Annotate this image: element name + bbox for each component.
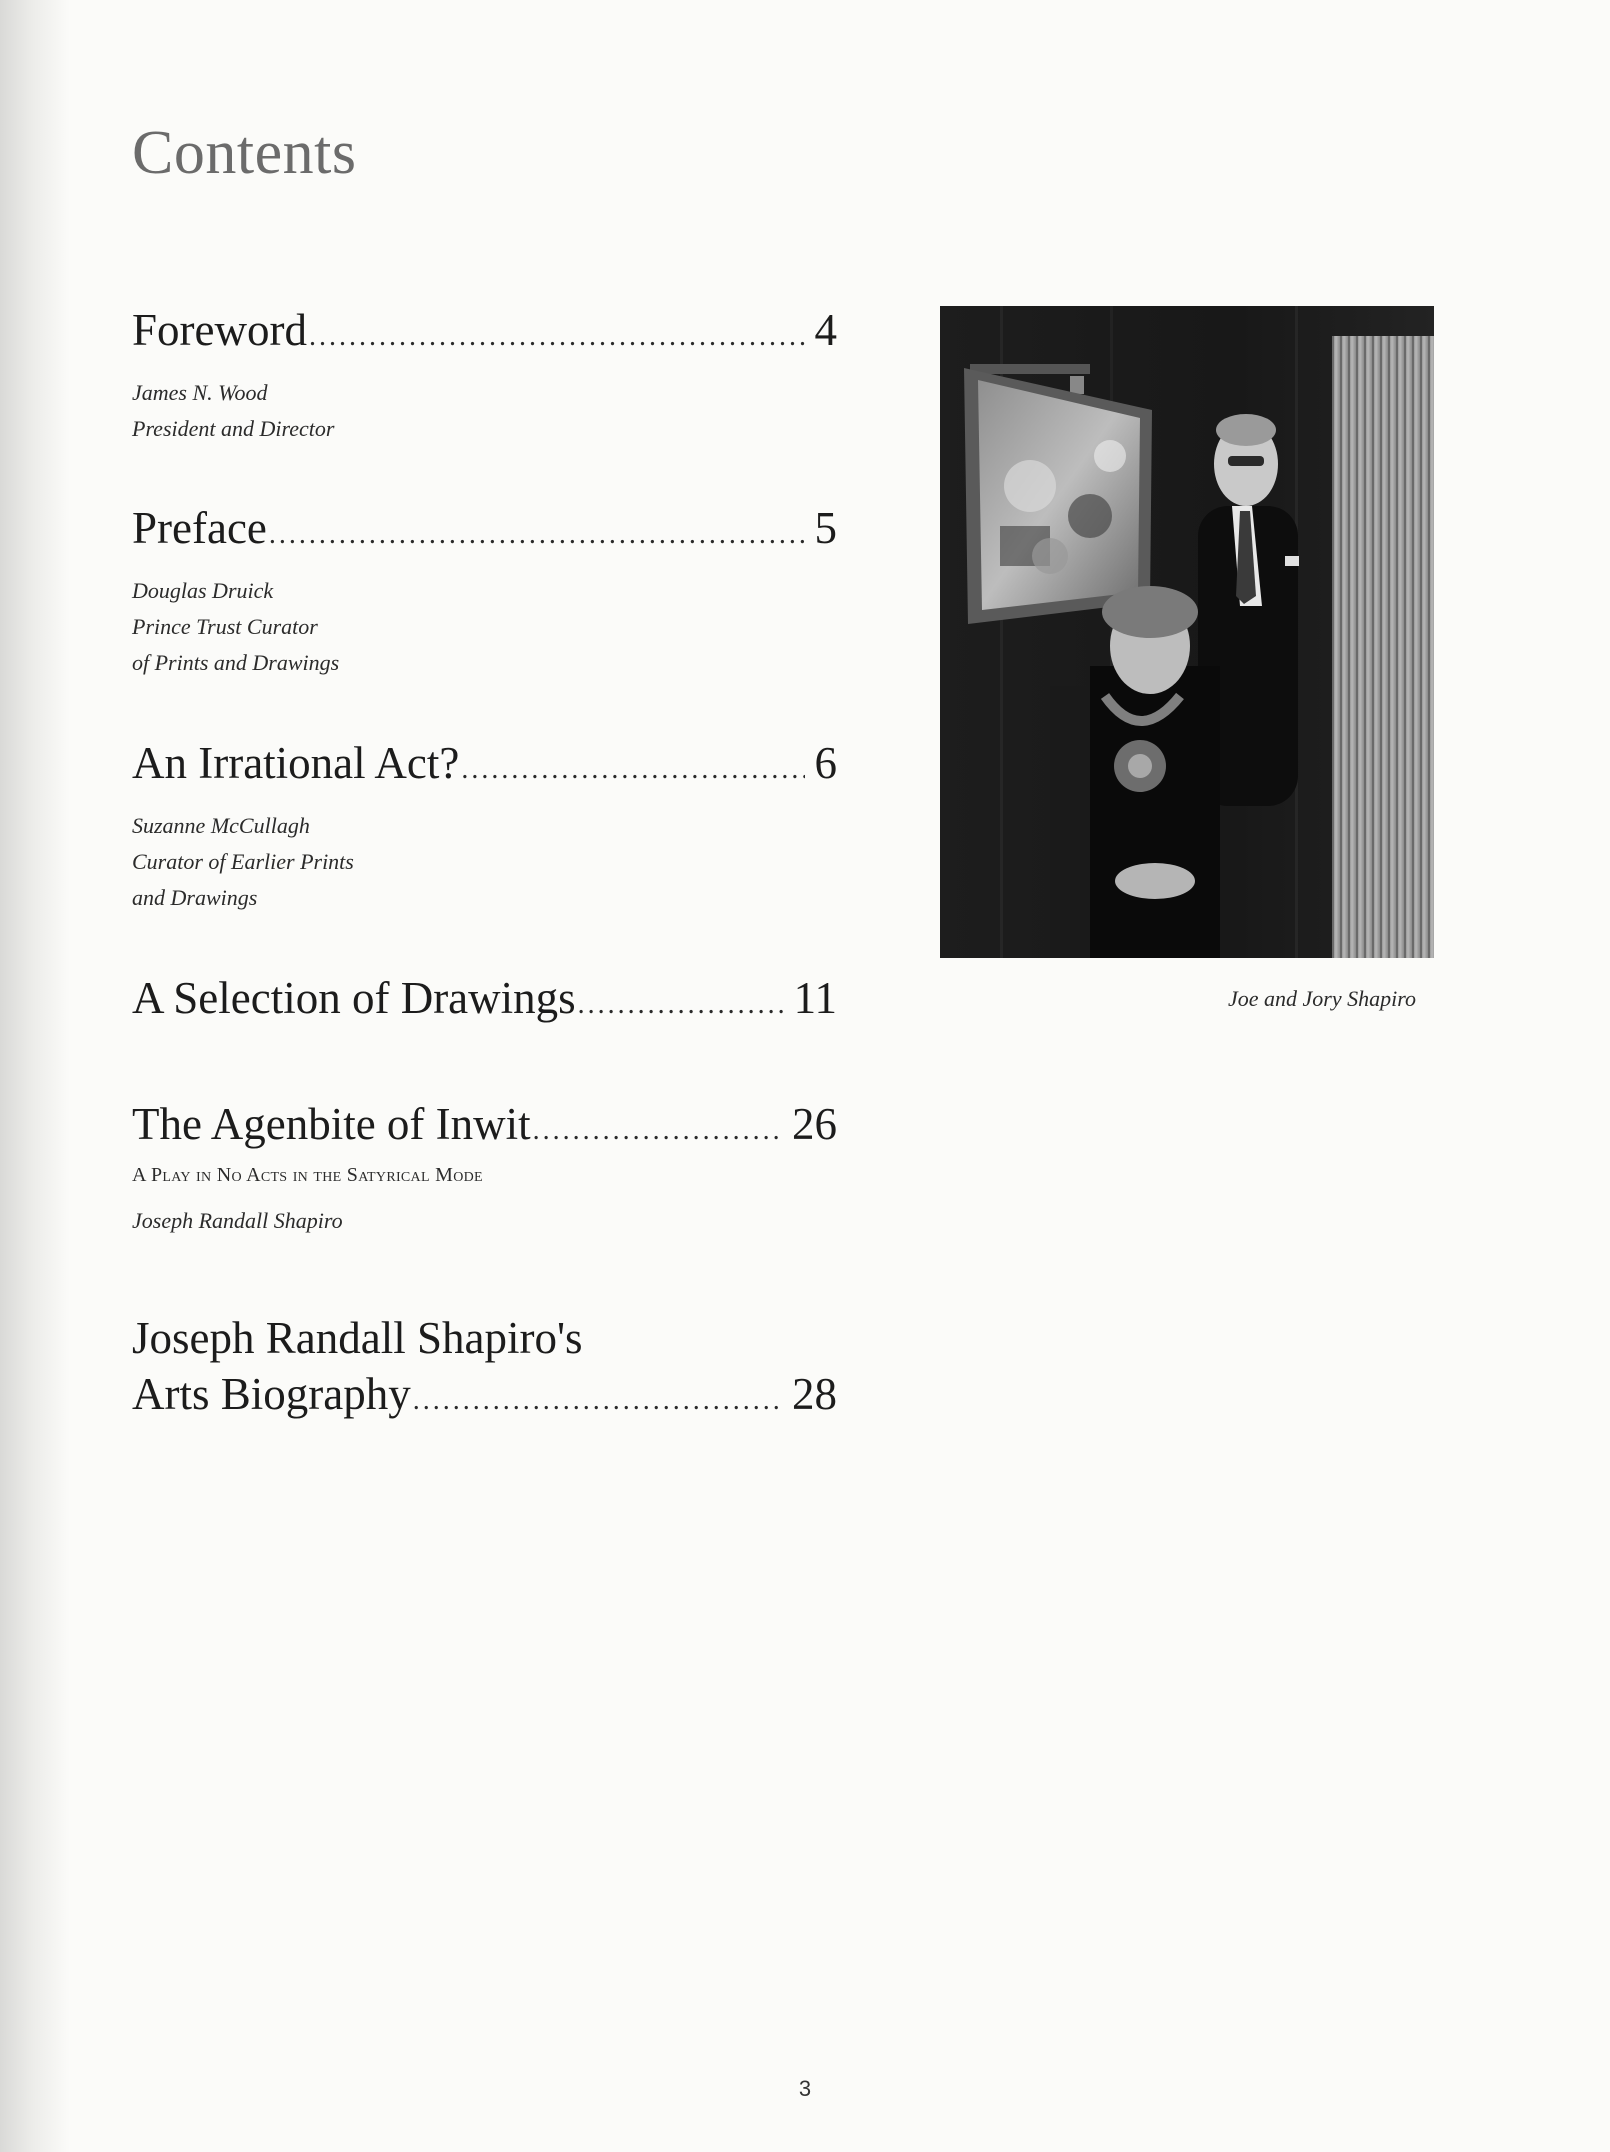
toc-entry-arts-biography [132, 1310, 837, 1429]
toc-entry-selection-of-drawings [132, 970, 837, 1033]
toc-entry-preface [132, 500, 837, 681]
toc-entry-page: 5 [814, 503, 837, 553]
byline-name: Douglas Druick [132, 578, 274, 603]
toc-entry-irrational-act [132, 735, 837, 916]
page-title: Contents [132, 119, 357, 187]
page-edge-shadow [0, 0, 70, 2152]
byline-block [132, 573, 837, 681]
byline-block [132, 375, 837, 447]
byline-name: Suzanne McCullagh [132, 813, 310, 838]
photo-caption: Joe and Jory Shapiro [1228, 986, 1416, 1011]
toc-entry-title: An Irrational Act? [132, 738, 460, 788]
portrait-photo [940, 306, 1434, 958]
byline-role: President and Director [132, 416, 335, 441]
dot-leader [309, 309, 805, 365]
byline-role: Curator of Earlier Prints [132, 849, 354, 874]
dot-leader [461, 742, 804, 798]
byline-block [132, 808, 837, 916]
toc-entry-subtitle: A Play in No Acts in the Satyrical Mode [132, 1164, 483, 1186]
toc-entry-page: 11 [793, 973, 837, 1023]
toc-entry-line[interactable] [132, 500, 837, 563]
toc-entry-line[interactable] [132, 302, 837, 365]
toc-entry-title: Foreword [132, 305, 307, 355]
byline-role: Prince Trust Curator [132, 614, 318, 639]
toc-entry-foreword [132, 302, 837, 447]
toc-entry-title: Preface [132, 503, 267, 553]
byline-role: and Drawings [132, 885, 258, 910]
dot-leader [269, 507, 805, 563]
toc-entry-title-line1: Joseph Randall Shapiro's [132, 1313, 583, 1363]
toc-entry-line[interactable] [132, 970, 837, 1033]
byline-block [132, 1203, 837, 1239]
toc-entry-title: Arts Biography [132, 1369, 411, 1419]
toc-entry-line[interactable] [132, 735, 837, 798]
toc-entry-agenbite-of-inwit [132, 1096, 837, 1239]
toc-entry-page: 26 [792, 1099, 837, 1149]
dot-leader [533, 1103, 782, 1159]
page-number: 3 [798, 2076, 812, 2101]
toc-entry-page: 4 [814, 305, 837, 355]
dot-leader [413, 1373, 782, 1429]
byline-name: James N. Wood [132, 380, 268, 405]
byline-role: of Prints and Drawings [132, 650, 340, 675]
dot-leader [578, 977, 784, 1033]
toc-entry-title: A Selection of Drawings [132, 973, 576, 1023]
toc-entry-title: The Agenbite of Inwit [132, 1099, 531, 1149]
toc-entry-page: 28 [792, 1369, 837, 1419]
toc-entry-line[interactable] [132, 1096, 837, 1159]
toc-entry-page: 6 [814, 738, 837, 788]
toc-entry-line[interactable] [132, 1366, 837, 1429]
portrait-photo-illustration [940, 306, 1434, 958]
byline-name: Joseph Randall Shapiro [132, 1208, 343, 1233]
